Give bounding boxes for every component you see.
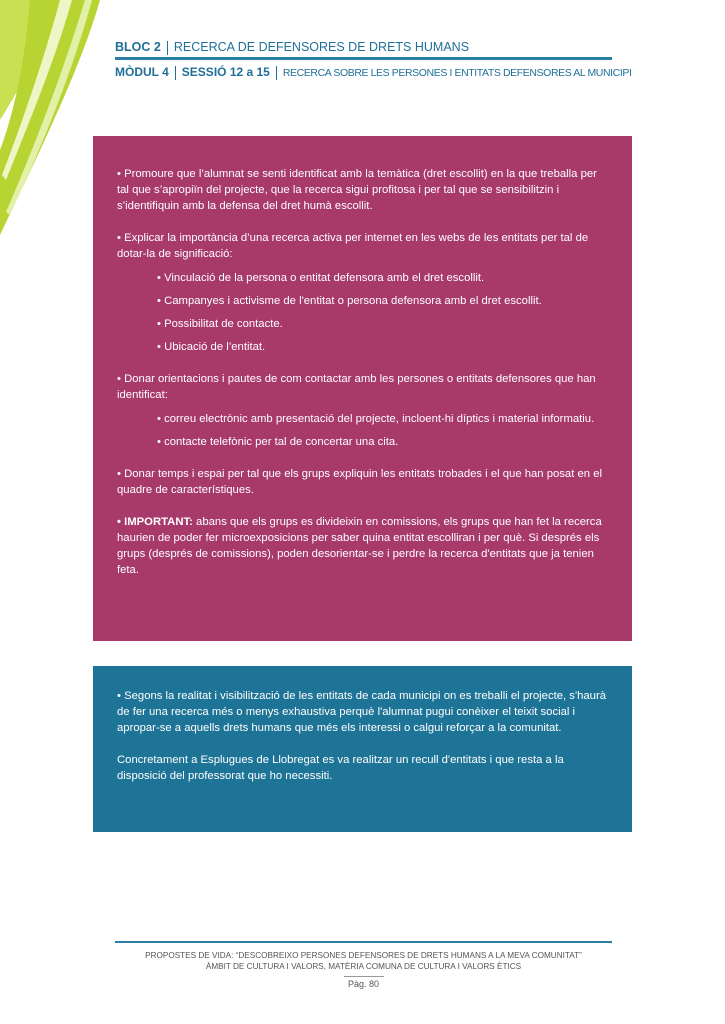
page-number-rule [344, 976, 384, 977]
paragraph: • Donar temps i espai per tal que els grups expliquin les entitats trobades i el que han posat en el quadre de característiques. [117, 468, 602, 496]
footer-rule [115, 941, 612, 943]
separator [175, 66, 176, 80]
paragraph: Concretament a Esplugues de Llobregat es va realitzar un recull d'entitats i que resta a la disposició del professorat que ho necessiti. [117, 754, 564, 782]
separator [276, 66, 277, 80]
footer-line-2: ÀMBIT DE CULTURA I VALORS, MATÈRIA COMUNA DE CULTURA I VALORS ÈTICS [205, 962, 522, 971]
modul-label: MÒDUL 4 [115, 65, 169, 79]
modul-heading [115, 63, 632, 81]
paragraph: • Segons la realitat i visibilització de les entitats de cada municipi on es treballi el projecte, s'haurà de fer una recerca més o menys exhaustiva perquè l'alumnat pugui conèixer el teixit social i apropar-se a aquells drets humans que més els interessi o calgui reforçar a la comunitat. [117, 690, 606, 734]
page-header [115, 38, 632, 81]
sessio-label: SESSIÓ 12 a 15 [181, 65, 270, 79]
page-number: Pàg. 80 [347, 979, 380, 989]
list-item: • Possibilitat de contacte. [157, 318, 283, 330]
paragraph: • Donar orientacions i pautes de com contactar amb les persones o entitats defensores que han identificat: [117, 373, 596, 401]
bloc-title: RECERCA DE DEFENSORES DE DRETS HUMANS [173, 40, 470, 54]
paragraph: • Promoure que l’alumnat se senti identificat amb la temàtica (dret escollit) en la que treballa per tal que s’apropiïn del projecte, que la recerca sigui profitosa i per tal que se sensibilitzin i s’identifiquin amb la defensa del dret humà escollit. [117, 168, 597, 212]
header-rule [115, 57, 612, 60]
list-item: • Vinculació de la persona o entitat defensora amb el dret escollit. [157, 272, 485, 284]
page-footer [115, 950, 612, 990]
important-paragraph [117, 514, 608, 578]
footer-line-1: PROPOSTES DE VIDA: “DESCOBREIXO PERSONES DEFENSORES DE DRETS HUMANS A LA MEVA COMUNITAT” [145, 951, 582, 960]
important-text: abans que els grups es divideixin en comissions, els grups que han fet la recerca haurien de poder fer microexposicions per saber quina entitat escolliran i per què. Si després els grups (després de comissions), poden desorientar-se i perdre la recerca d'entitats que ja tenien feta. [117, 516, 602, 576]
bloc-heading [115, 38, 612, 56]
important-label: • IMPORTANT: [117, 516, 193, 528]
guidance-box [93, 136, 632, 641]
bloc-label: BLOC 2 [115, 40, 161, 54]
list-item: • Campanyes i activisme de l'entitat o persona defensora amb el dret escollit. [157, 295, 542, 307]
list-item: • correu electrònic amb presentació del projecte, incloent-hi díptics i material informatiu. [157, 413, 595, 425]
list-item: • Ubicació de l’entitat. [157, 341, 266, 353]
sessio-title: RECERCA SOBRE LES PERSONES I ENTITATS DEFENSORES AL MUNICIPI [282, 67, 632, 79]
list-item: • contacte telefònic per tal de concertar una cita. [157, 436, 399, 448]
paragraph: • Explicar la importància d’una recerca activa per internet en les webs de les entitats per tal de dotar-la de significació: [117, 232, 589, 260]
separator [167, 41, 168, 55]
context-box [93, 666, 632, 832]
